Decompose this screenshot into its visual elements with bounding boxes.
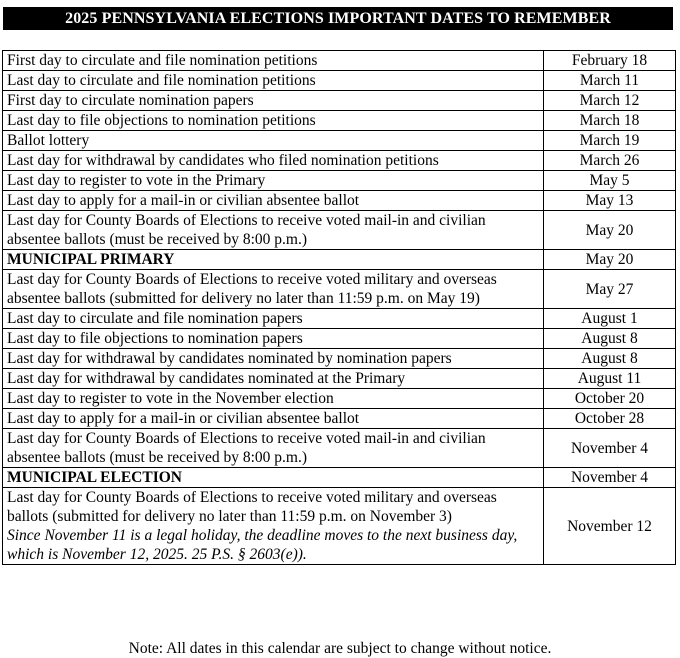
event-cell: Last day to register to vote in the Primary bbox=[3, 171, 544, 191]
event-cell: Last day for withdrawal by candidates who filed nomination petitions bbox=[3, 151, 544, 171]
event-cell: First day to circulate nomination papers bbox=[3, 91, 544, 111]
date-cell: March 18 bbox=[544, 111, 676, 131]
event-text: Last day for County Boards of Elections to receive voted military and overseas ballots (submitted for delivery no later than 11:59 p.m. on November 3) bbox=[7, 489, 497, 525]
table-row bbox=[3, 369, 676, 389]
table-row bbox=[3, 329, 676, 349]
date-cell: March 26 bbox=[544, 151, 676, 171]
date-cell: May 27 bbox=[544, 270, 676, 309]
event-cell: Last day to circulate and file nomination petitions bbox=[3, 71, 544, 91]
table-row bbox=[3, 488, 676, 565]
date-cell: August 8 bbox=[544, 329, 676, 349]
table-row bbox=[3, 131, 676, 151]
section-heading-row bbox=[3, 468, 676, 488]
table-row bbox=[3, 151, 676, 171]
holiday-note: Since November 11 is a legal holiday, the deadline moves to the next business day, which is November 12, 2025. 25 P.S. § 2603(e)). bbox=[7, 527, 518, 563]
date-cell: August 11 bbox=[544, 369, 676, 389]
date-cell: October 20 bbox=[544, 389, 676, 409]
event-cell: Last day to apply for a mail-in or civilian absentee ballot bbox=[3, 191, 544, 211]
date-cell: February 18 bbox=[544, 51, 676, 71]
table-row bbox=[3, 211, 676, 250]
important-dates-table bbox=[2, 50, 676, 565]
table-row bbox=[3, 171, 676, 191]
event-cell: Last day for County Boards of Elections to receive voted mail-in and civilian absentee ballots (must be received by 8:00 p.m.) bbox=[3, 429, 544, 468]
event-cell: Last day to register to vote in the November election bbox=[3, 389, 544, 409]
footer-note: Note: All dates in this calendar are subject to change without notice. bbox=[128, 640, 552, 657]
date-cell: August 8 bbox=[544, 349, 676, 369]
table-row bbox=[3, 191, 676, 211]
table-row bbox=[3, 309, 676, 329]
date-cell: October 28 bbox=[544, 409, 676, 429]
event-cell bbox=[3, 488, 544, 565]
table-row bbox=[3, 349, 676, 369]
dates-table-body bbox=[3, 51, 676, 565]
event-cell: Last day to file objections to nomination papers bbox=[3, 329, 544, 349]
table-row bbox=[3, 91, 676, 111]
section-heading-row bbox=[3, 250, 676, 270]
event-cell: First day to circulate and file nomination petitions bbox=[3, 51, 544, 71]
date-cell: May 20 bbox=[544, 250, 676, 270]
event-cell: Last day for withdrawal by candidates nominated at the Primary bbox=[3, 369, 544, 389]
page-title: 2025 PENNSYLVANIA ELECTIONS IMPORTANT DATES TO REMEMBER bbox=[3, 7, 673, 30]
date-cell: November 4 bbox=[544, 468, 676, 488]
date-cell: March 12 bbox=[544, 91, 676, 111]
date-cell: November 12 bbox=[544, 488, 676, 565]
date-cell: August 1 bbox=[544, 309, 676, 329]
event-cell: Last day for withdrawal by candidates nominated by nomination papers bbox=[3, 349, 544, 369]
section-heading-primary: MUNICIPAL PRIMARY bbox=[3, 250, 544, 270]
table-row bbox=[3, 389, 676, 409]
table-row bbox=[3, 51, 676, 71]
table-row bbox=[3, 429, 676, 468]
table-row bbox=[3, 409, 676, 429]
table-row bbox=[3, 71, 676, 91]
date-cell: November 4 bbox=[544, 429, 676, 468]
table-row bbox=[3, 270, 676, 309]
event-cell: Last day for County Boards of Elections to receive voted mail-in and civilian absentee ballots (must be received by 8:00 p.m.) bbox=[3, 211, 544, 250]
section-heading-election: MUNICIPAL ELECTION bbox=[3, 468, 544, 488]
date-cell: May 20 bbox=[544, 211, 676, 250]
date-cell: May 13 bbox=[544, 191, 676, 211]
event-cell: Last day to circulate and file nomination papers bbox=[3, 309, 544, 329]
table-row bbox=[3, 111, 676, 131]
event-cell: Last day to file objections to nomination petitions bbox=[3, 111, 544, 131]
event-cell: Ballot lottery bbox=[3, 131, 544, 151]
date-cell: May 5 bbox=[544, 171, 676, 191]
event-cell: Last day for County Boards of Elections to receive voted military and overseas absentee ballots (submitted for delivery no later than 11:59 p.m. on May 19) bbox=[3, 270, 544, 309]
date-cell: March 19 bbox=[544, 131, 676, 151]
event-cell: Last day to apply for a mail-in or civilian absentee ballot bbox=[3, 409, 544, 429]
date-cell: March 11 bbox=[544, 71, 676, 91]
